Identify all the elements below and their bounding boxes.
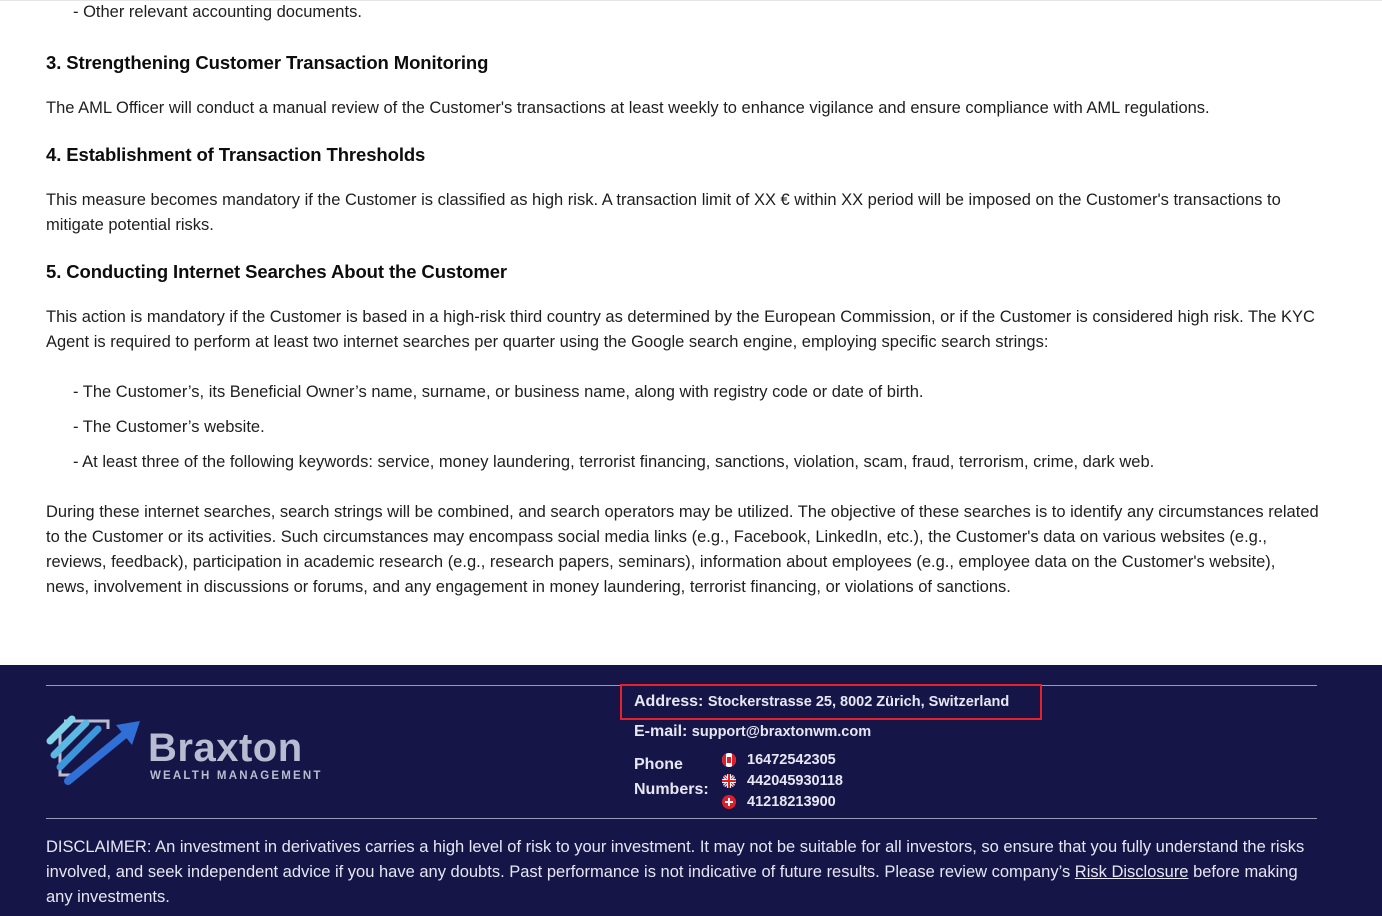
risk-disclosure-link[interactable]: Risk Disclosure [1074, 863, 1189, 881]
section-3-text: The AML Officer will conduct a manual review of the Customer's transactions at least weekly to enhance vigilance and ensure compliance with AML regulations. [46, 99, 1210, 117]
email-line [634, 723, 871, 741]
list-item: - Other relevant accounting documents. [73, 3, 362, 21]
email-link[interactable]: support@braxtonwm.com [691, 724, 872, 740]
disclaimer-tail: before making any investments. [46, 863, 1298, 906]
list-item: - The Customer’s website. [73, 418, 265, 436]
phone-number: 16472542305 [747, 752, 836, 768]
phone-item[interactable] [722, 750, 836, 770]
address-label: Address: [634, 693, 704, 710]
disclaimer-body: DISCLAIMER: An investment in derivatives carries a high level of risk to your investment. It may not be suitable for all investors, so ensure that you fully understand the risks involved, and seek independent advice if you have any doubts. Past performance is not indicative of future results. Please review company’s [46, 838, 1305, 881]
canada-flag-icon [722, 753, 736, 767]
top-divider [0, 0, 1382, 1]
section-4-heading: 4. Establishment of Transaction Thresholds [46, 144, 426, 165]
email-label: E-mail: [634, 723, 688, 740]
phone-number: 41218213900 [747, 794, 836, 810]
list-item: - At least three of the following keywords: service, money laundering, terrorist financing, sanctions, violation, scam, fraud, terrorism, crime, dark web. [73, 453, 1155, 471]
section-3-heading: 3. Strengthening Customer Transaction Monitoring [46, 52, 489, 73]
section-5-text: This action is mandatory if the Customer is based in a high-risk third country as determined by the European Commission, or if the Customer is considered high risk. The KYC Agent is required to perform at least two internet searches per quarter using the Google search engine, employing specific search strings: [46, 308, 1315, 351]
site-footer [0, 665, 1382, 916]
list-item: - The Customer’s, its Beneficial Owner’s name, surname, or business name, along with registry code or date of birth. [73, 383, 924, 401]
logo-subtitle: WEALTH MANAGEMENT [150, 770, 323, 782]
disclaimer-text [46, 835, 1306, 910]
section-5-closing-text: During these internet searches, search strings will be combined, and search operators may be utilized. The objective of these searches is to identify any circumstances related to the Customer or its activities. Such circumstances may encompass social media links (e.g., Facebook, LinkedIn, etc.), the Customer's data on various websites (e.g., reviews, feedback), participation in academic research (e.g., research papers, seminars), information about employees (e.g., employee data on the Customer's website), news, involvement in discussions or forums, and any engagement in money laundering, terrorist financing, or violations of sanctions. [46, 503, 1319, 596]
section-5-heading: 5. Conducting Internet Searches About the Customer [46, 261, 507, 282]
section-4-text: This measure becomes mandatory if the Customer is classified as high risk. A transaction limit of XX € within XX period will be imposed on the Customer's transactions to mitigate potential risks. [46, 191, 1281, 234]
logo-name: Braxton [148, 726, 303, 770]
phone-number: 442045930118 [747, 773, 843, 789]
footer-divider [46, 818, 1317, 819]
phone-label-line-1: Phone [634, 756, 683, 773]
phone-item[interactable] [722, 771, 843, 791]
uk-flag-icon [722, 774, 736, 788]
switzerland-flag-icon [722, 795, 736, 809]
phone-numbers-label [634, 752, 709, 802]
address-value: Stockerstrasse 25, 8002 Zürich, Switzerland [707, 694, 1010, 710]
phone-item[interactable] [722, 792, 836, 812]
braxton-logo[interactable] [46, 709, 323, 791]
phone-label-line-2: Numbers: [634, 781, 709, 798]
address-line [634, 693, 1009, 711]
braxton-logo-icon [46, 709, 146, 791]
